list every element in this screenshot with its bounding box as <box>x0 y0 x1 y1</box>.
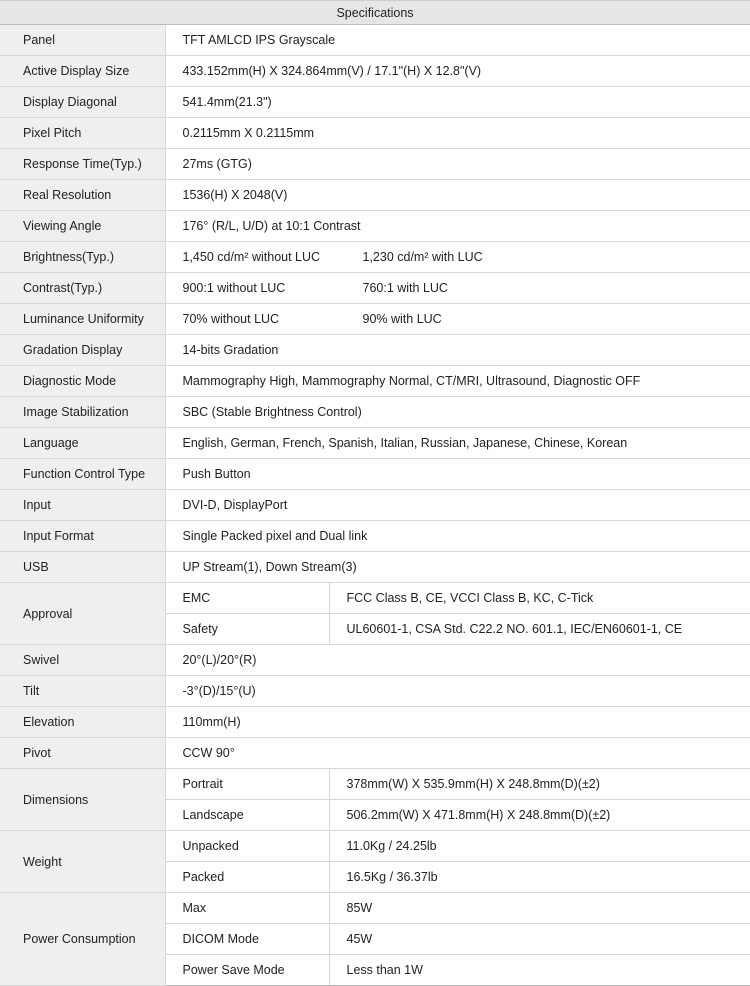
row-diagnostic-mode <box>0 366 750 397</box>
row-label: Gradation Display <box>0 335 165 366</box>
row-value: Less than 1W <box>329 955 750 986</box>
row-value: 14-bits Gradation <box>165 335 750 366</box>
row-weight-unpacked <box>0 831 750 862</box>
row-luminance-uniformity <box>0 304 750 335</box>
row-brightness <box>0 242 750 273</box>
row-image-stabilization <box>0 397 750 428</box>
row-value: Push Button <box>165 459 750 490</box>
row-label: Contrast(Typ.) <box>0 273 165 304</box>
value-with-luc: 90% with LUC <box>362 312 442 326</box>
row-value: 433.152mm(H) X 324.864mm(V) / 17.1"(H) X 12.8"(V) <box>165 56 750 87</box>
row-label: Input <box>0 490 165 521</box>
row-label: Viewing Angle <box>0 211 165 242</box>
row-contrast <box>0 273 750 304</box>
row-value: -3°(D)/15°(U) <box>165 676 750 707</box>
sub-label: EMC <box>165 583 329 614</box>
value-without-luc: 70% without LUC <box>182 312 280 326</box>
value-with-luc: 760:1 with LUC <box>362 281 448 295</box>
row-label: Elevation <box>0 707 165 738</box>
row-pixel-pitch <box>0 118 750 149</box>
row-value: SBC (Stable Brightness Control) <box>165 397 750 428</box>
row-response-time <box>0 149 750 180</box>
row-value <box>165 304 750 335</box>
row-value: 0.2115mm X 0.2115mm <box>165 118 750 149</box>
row-label: Language <box>0 428 165 459</box>
row-label: Pixel Pitch <box>0 118 165 149</box>
value-without-luc: 1,450 cd/m² without LUC <box>182 250 321 264</box>
sub-label: Portrait <box>165 769 329 800</box>
sub-label: Unpacked <box>165 831 329 862</box>
row-label: Active Display Size <box>0 56 165 87</box>
row-label: Display Diagonal <box>0 87 165 118</box>
row-value: 110mm(H) <box>165 707 750 738</box>
row-function-control-type <box>0 459 750 490</box>
value-with-luc: 1,230 cd/m² with LUC <box>362 250 483 264</box>
row-value: UL60601-1, CSA Std. C22.2 NO. 601.1, IEC/EN60601-1, CE <box>329 614 750 645</box>
sub-label: Power Save Mode <box>165 955 329 986</box>
row-pivot <box>0 738 750 769</box>
row-language <box>0 428 750 459</box>
row-value: UP Stream(1), Down Stream(3) <box>165 552 750 583</box>
row-elevation <box>0 707 750 738</box>
row-value: 16.5Kg / 36.37lb <box>329 862 750 893</box>
table-title: Specifications <box>0 1 750 25</box>
row-active-display-size <box>0 56 750 87</box>
row-label: Real Resolution <box>0 180 165 211</box>
row-swivel <box>0 645 750 676</box>
row-dimensions-portrait <box>0 769 750 800</box>
row-label: Brightness(Typ.) <box>0 242 165 273</box>
row-label: Panel <box>0 25 165 56</box>
row-value: 378mm(W) X 535.9mm(H) X 248.8mm(D)(±2) <box>329 769 750 800</box>
row-usb <box>0 552 750 583</box>
row-label: Dimensions <box>0 769 165 831</box>
row-power-max <box>0 893 750 924</box>
row-label: Power Consumption <box>0 893 165 986</box>
row-label: Approval <box>0 583 165 645</box>
row-display-diagonal <box>0 87 750 118</box>
row-value: FCC Class B, CE, VCCI Class B, KC, C-Tick <box>329 583 750 614</box>
row-value: Single Packed pixel and Dual link <box>165 521 750 552</box>
sub-label: Packed <box>165 862 329 893</box>
row-value: 45W <box>329 924 750 955</box>
row-label: Tilt <box>0 676 165 707</box>
row-approval-emc <box>0 583 750 614</box>
sub-label: DICOM Mode <box>165 924 329 955</box>
row-label: Input Format <box>0 521 165 552</box>
value-without-luc: 900:1 without LUC <box>182 281 286 295</box>
row-input-format <box>0 521 750 552</box>
row-real-resolution <box>0 180 750 211</box>
row-value: TFT AMLCD IPS Grayscale <box>165 25 750 56</box>
sub-label: Landscape <box>165 800 329 831</box>
row-input <box>0 490 750 521</box>
row-value: 20°(L)/20°(R) <box>165 645 750 676</box>
row-tilt <box>0 676 750 707</box>
row-value: 11.0Kg / 24.25lb <box>329 831 750 862</box>
row-label: Image Stabilization <box>0 397 165 428</box>
row-label: Luminance Uniformity <box>0 304 165 335</box>
row-label: USB <box>0 552 165 583</box>
row-value <box>165 273 750 304</box>
row-gradation-display <box>0 335 750 366</box>
sub-label: Safety <box>165 614 329 645</box>
row-value: 506.2mm(W) X 471.8mm(H) X 248.8mm(D)(±2) <box>329 800 750 831</box>
row-label: Swivel <box>0 645 165 676</box>
row-label: Diagnostic Mode <box>0 366 165 397</box>
row-label: Pivot <box>0 738 165 769</box>
row-viewing-angle <box>0 211 750 242</box>
row-panel <box>0 25 750 56</box>
row-value: 541.4mm(21.3") <box>165 87 750 118</box>
sub-label: Max <box>165 893 329 924</box>
row-value: CCW 90° <box>165 738 750 769</box>
row-value: 1536(H) X 2048(V) <box>165 180 750 211</box>
row-label: Weight <box>0 831 165 893</box>
row-value <box>165 242 750 273</box>
row-value: Mammography High, Mammography Normal, CT/MRI, Ultrasound, Diagnostic OFF <box>165 366 750 397</box>
row-value: 176° (R/L, U/D) at 10:1 Contrast <box>165 211 750 242</box>
row-value: English, German, French, Spanish, Italian, Russian, Japanese, Chinese, Korean <box>165 428 750 459</box>
row-value: DVI-D, DisplayPort <box>165 490 750 521</box>
row-label: Function Control Type <box>0 459 165 490</box>
row-value: 85W <box>329 893 750 924</box>
row-label: Response Time(Typ.) <box>0 149 165 180</box>
row-value: 27ms (GTG) <box>165 149 750 180</box>
